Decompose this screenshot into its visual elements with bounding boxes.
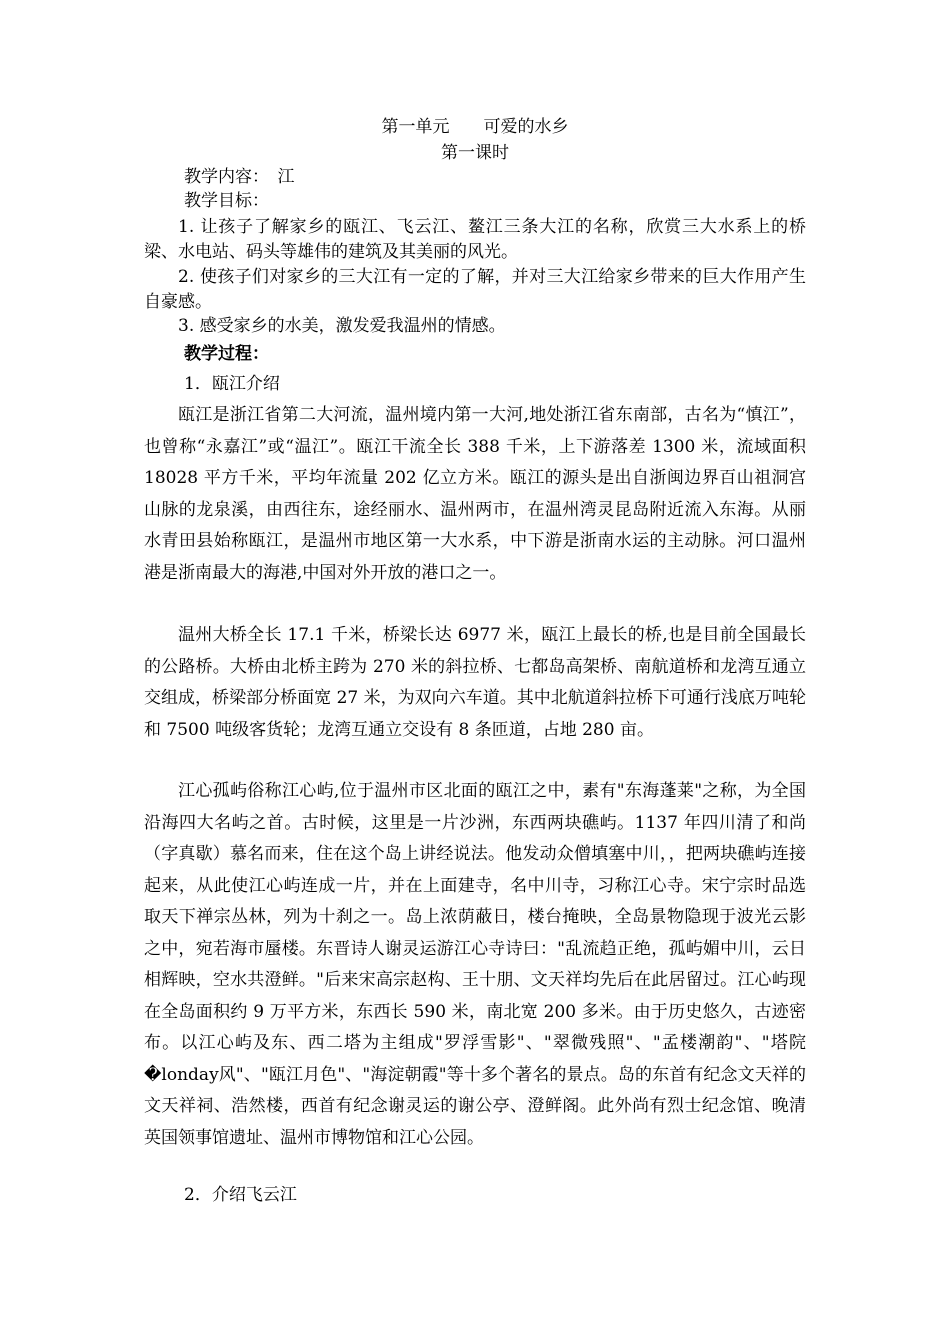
objective-item-2: 2. 使孩子们对家乡的三大江有一定的了解，并对三大江给家乡带来的巨大作用产生自豪感。 xyxy=(144,267,806,312)
process-heading: 教学过程： xyxy=(184,344,269,364)
objective-item-3: 3. 感受家乡的水美，激发爱我温州的情感。 xyxy=(178,316,506,336)
objective-item-1: 1. 让孩子了解家乡的瓯江、飞云江、鳌江三条大江的名称，欣赏三大水系上的桥梁、水电站、码头等雄伟的建筑及其美丽的风光。 xyxy=(144,217,806,262)
paragraph-jiangxin-island: 江心孤屿俗称江心屿,位于温州市区北面的瓯江之中，素有"东海蓬莱"之称，为全国沿海四大名屿之首。古时候，这里是一片沙洲，东西两块礁屿。1137 年四川清了和尚（字真歇）慕名而来，住在这个岛上讲经说法。他发动众僧填塞中川，，把两块礁屿连接起来，从此使江心屿连成一片，并在上面建寺，名中川寺，习称江心寺。宋宁宗时品选取天下禅宗丛林，列为十刹之一。岛上浓荫蔽日，楼台掩映，全岛景物隐现于波光云影之中，宛若海市蜃楼。东晋诗人谢灵运游江心寺诗曰："乱流趋正绝，孤屿媚中川，云日相辉映，空水共澄鲜。"后来宋高宗赵构、王十朋、文天祥均先后在此居留过。江心屿现在全岛面积约 9 万平方米，东西长 590 米，南北宽 200 多米。由于历史悠久，古迹密布。以江心屿及东、西二塔为主组成"罗浮雪影"、"翠微残照"、"孟楼潮韵"、"塔院�londay风"、"瓯江月色"、"海淀朝霞"等十多个著名的景点。岛的东首有纪念文天祥的文天祥祠、浩然楼，西首有纪念谢灵运的谢公亭、澄鲜阁。此外尚有烈士纪念馆、晚清英国领事馆遗址、温州市博物馆和江心公园。 xyxy=(144,781,806,1148)
unit-title: 第一单元 可爱的水乡 xyxy=(381,117,569,137)
lesson-title: 第一课时 xyxy=(441,143,509,163)
paragraph-wenzhou-bridge: 温州大桥全长 17.1 千米，桥梁长达 6977 米，瓯江上最长的桥,也是目前全国最长的公路桥。大桥由北桥主跨为 270 米的斜拉桥、七都岛高架桥、南航道桥和龙湾互通立交组成，桥梁部分桥面宽 27 米，为双向六车道。其中北航道斜拉桥下可通行浅底万吨轮和 7500 吨级客货轮；龙湾互通立交设有 8 条匝道，占地 280 亩。 xyxy=(144,625,806,740)
section-heading-oujiang: 1．瓯江介绍 xyxy=(184,374,280,394)
paragraph-oujiang: 瓯江是浙江省第二大河流，温州境内第一大河,地处浙江省东南部，古名为“慎江”，也曾称“永嘉江”或“温江”。瓯江干流全长 388 千米，上下游落差 1300 米，流域面积 18028 平方千米，平均年流量 202 亿立方米。瓯江的源头是出自浙闽边界百山祖洞宫山脉的龙泉溪，由西往东，途经丽水、温州两市，在温州湾灵昆岛附近流入东海。从丽水青田县始称瓯江，是温州市地区第一大水系，中下游是浙南水运的主动脉。河口温州港是浙南最大的海港,中国对外开放的港口之一。 xyxy=(144,405,806,583)
objectives-heading: 教学目标： xyxy=(184,191,269,211)
section-heading-feiyunjiang: 2．介绍飞云江 xyxy=(184,1185,297,1205)
teaching-content-line: 教学内容： 江 xyxy=(184,167,295,187)
